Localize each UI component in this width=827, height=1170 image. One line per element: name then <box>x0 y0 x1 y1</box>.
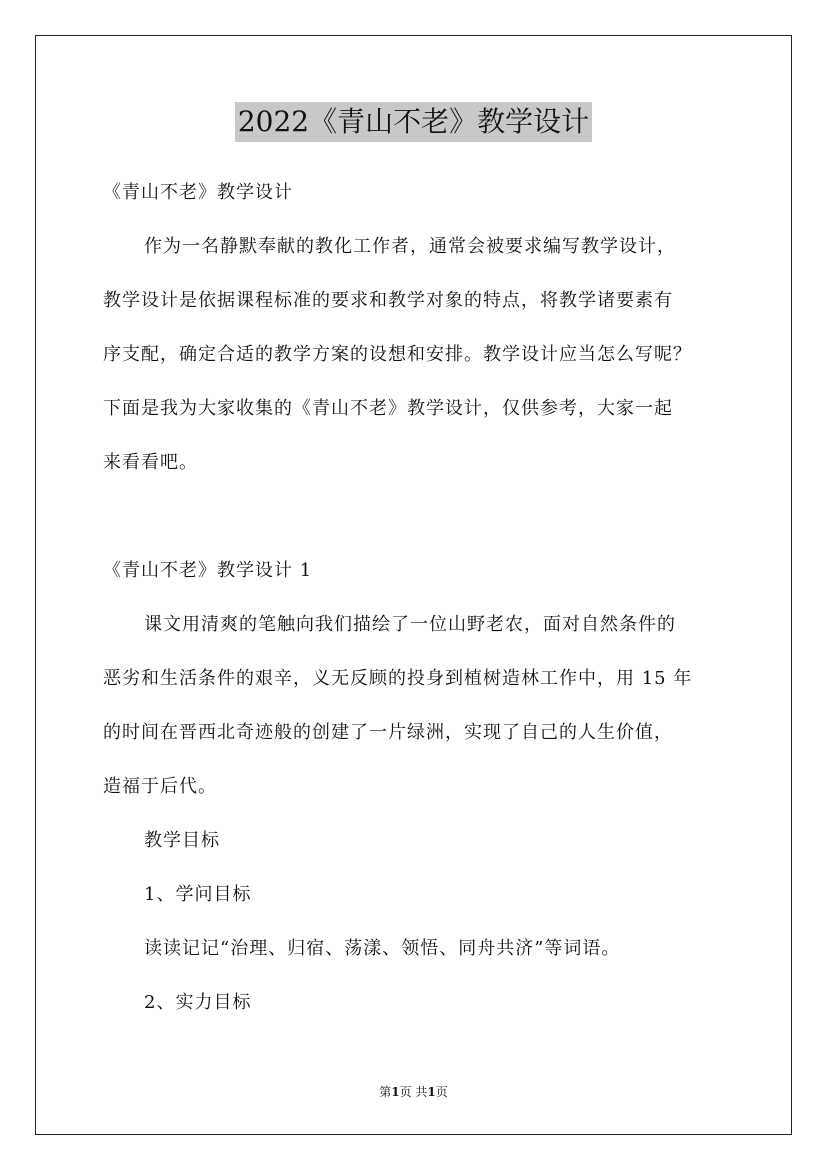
footer-suffix: 页 <box>435 1085 448 1099</box>
paragraph-line: 读读记记“治理、归宿、荡漾、领悟、同舟共济”等词语。 <box>144 938 621 959</box>
title-container <box>0 102 827 142</box>
paragraph-line: 课文用清爽的笔触向我们描绘了一位山野老农，面对自然条件的 <box>144 614 676 635</box>
paragraph-line: 教学设计是依据课程标准的要求和教学对象的特点，将教学诸要素有 <box>103 290 673 311</box>
subheading: 1、学问目标 <box>144 884 252 905</box>
total-pages: 1 <box>427 1085 436 1099</box>
paragraph-line: 来看看吧。 <box>103 452 198 473</box>
page-number: 1 <box>391 1085 400 1099</box>
document-body <box>103 176 743 1040</box>
paragraph-line: 作为一名静默奉献的教化工作者，通常会被要求编写教学设计， <box>144 236 676 257</box>
paragraph-line: 序支配，确定合适的教学方案的设想和安排。教学设计应当怎么写呢？ <box>103 344 692 365</box>
section-heading: 《青山不老》教学设计 <box>103 182 293 203</box>
document-title: 2022《青山不老》教学设计 <box>235 102 592 142</box>
footer-prefix: 第 <box>379 1085 392 1099</box>
subheading: 教学目标 <box>144 830 220 851</box>
paragraph-line: 造福于后代。 <box>103 776 217 797</box>
section-heading: 《青山不老》教学设计 1 <box>103 560 313 581</box>
footer-mid: 页 共 <box>399 1085 428 1099</box>
paragraph-line: 的时间在晋西北奇迹般的创建了一片绿洲，实现了自己的人生价值， <box>103 722 673 743</box>
paragraph-gap <box>103 500 743 554</box>
subheading: 2、实力目标 <box>144 992 252 1013</box>
paragraph-line: 恶劣和生活条件的艰辛，义无反顾的投身到植树造林工作中，用 15 年 <box>103 668 693 689</box>
page-footer <box>0 1083 827 1100</box>
paragraph-line: 下面是我为大家收集的《青山不老》教学设计，仅供参考，大家一起 <box>103 398 673 419</box>
